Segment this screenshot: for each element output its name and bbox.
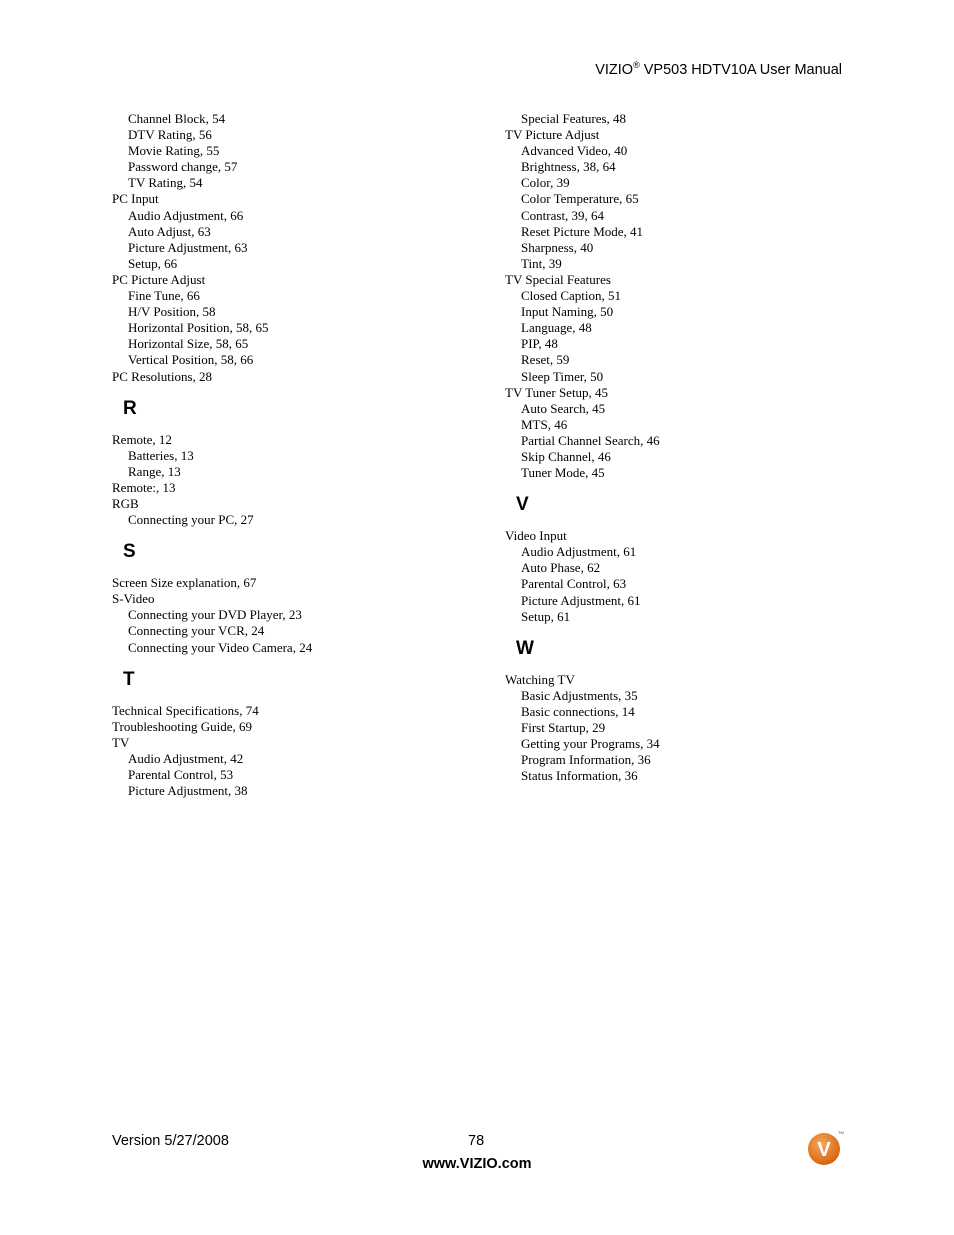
index-subentry: Range, 13 bbox=[128, 463, 181, 479]
index-subentry: Basic connections, 14 bbox=[521, 703, 635, 719]
index-subentry: Program Information, 36 bbox=[521, 752, 651, 768]
index-entry: TV bbox=[112, 734, 130, 750]
index-subentry: Setup, 61 bbox=[521, 608, 571, 624]
index-entry: RGB bbox=[112, 495, 139, 511]
index-subentry: Connecting your VCR, 24 bbox=[128, 623, 265, 639]
index-letter-heading: V bbox=[516, 494, 529, 516]
index-entry: TV Picture Adjust bbox=[505, 127, 600, 143]
index-letter-heading: S bbox=[123, 541, 136, 563]
index-subentry: Movie Rating, 55 bbox=[128, 143, 220, 159]
index-subentry: Reset, 59 bbox=[521, 352, 570, 368]
index-subentry: Closed Caption, 51 bbox=[521, 288, 622, 304]
header-title: VP503 HDTV10A User Manual bbox=[639, 61, 842, 78]
index-subentry: Input Naming, 50 bbox=[521, 304, 614, 320]
index-subentry: Password change, 57 bbox=[128, 159, 238, 175]
index-subentry: H/V Position, 58 bbox=[128, 304, 216, 320]
index-subentry: Reset Picture Mode, 41 bbox=[521, 223, 644, 239]
index-subentry: Tuner Mode, 45 bbox=[521, 465, 605, 481]
logo-tm: TM bbox=[838, 1130, 844, 1135]
index-subentry: First Startup, 29 bbox=[521, 720, 606, 735]
index-subentry: Batteries, 13 bbox=[128, 447, 194, 463]
index-subentry: Sharpness, 40 bbox=[521, 239, 594, 255]
index-subentry: Picture Adjustment, 61 bbox=[521, 592, 641, 608]
index-entry: Remote:, 13 bbox=[112, 479, 176, 495]
index-subentry: Partial Channel Search, 46 bbox=[521, 432, 660, 448]
page-header bbox=[595, 60, 842, 78]
index-entry: Remote, 12 bbox=[112, 431, 172, 447]
footer-version: Version 5/27/2008 bbox=[112, 1133, 229, 1149]
index-entry: S-Video bbox=[112, 591, 155, 607]
index-entry: Technical Specifications, 74 bbox=[112, 702, 259, 718]
index-letter-heading: W bbox=[516, 637, 534, 659]
index-letter-heading: R bbox=[123, 397, 137, 419]
index-subentry: Audio Adjustment, 61 bbox=[521, 544, 637, 560]
index-subentry: Vertical Position, 58, 66 bbox=[128, 352, 254, 368]
index-letter-heading: T bbox=[123, 668, 135, 690]
index-entry: Video Input bbox=[505, 528, 567, 544]
index-entry: PC Input bbox=[112, 191, 159, 207]
index-entry: Troubleshooting Guide, 69 bbox=[112, 718, 252, 734]
index-entry: Watching TV bbox=[505, 671, 575, 687]
index-subentry: Channel Block, 54 bbox=[128, 111, 226, 126]
index-entry: TV Special Features bbox=[505, 271, 611, 287]
registered-mark: ® bbox=[633, 60, 640, 70]
index-subentry: PIP, 48 bbox=[521, 336, 558, 352]
index-subentry: Auto Adjust, 63 bbox=[128, 223, 211, 239]
index-subentry: Brightness, 38, 64 bbox=[521, 159, 616, 175]
vizio-v-logo-icon bbox=[806, 1129, 844, 1167]
page-number: 78 bbox=[468, 1133, 485, 1149]
footer-url: www.VIZIO.com bbox=[422, 1156, 532, 1172]
index-subentry: Color, 39 bbox=[521, 175, 570, 191]
index-subentry: Parental Control, 53 bbox=[128, 767, 234, 782]
index-subentry: Picture Adjustment, 38 bbox=[128, 783, 248, 799]
index-subentry: Sleep Timer, 50 bbox=[521, 368, 604, 384]
index-subentry: TV Rating, 54 bbox=[128, 175, 203, 191]
index-subentry: Auto Search, 45 bbox=[521, 400, 606, 416]
index-subentry: Status Information, 36 bbox=[521, 768, 638, 784]
logo-mark: V bbox=[817, 1139, 831, 1161]
index-subentry: Advanced Video, 40 bbox=[521, 143, 628, 159]
index-subentry: Contrast, 39, 64 bbox=[521, 207, 605, 223]
index-subentry: Setup, 66 bbox=[128, 255, 178, 271]
index-subentry: Audio Adjustment, 66 bbox=[128, 207, 244, 223]
index-subentry: Connecting your DVD Player, 23 bbox=[128, 607, 302, 623]
index-entry: PC Picture Adjust bbox=[112, 271, 206, 287]
index-subentry: Special Features, 48 bbox=[521, 111, 627, 126]
index-subentry: Audio Adjustment, 42 bbox=[128, 750, 244, 766]
index-subentry: Horizontal Size, 58, 65 bbox=[128, 336, 249, 352]
index-column-left bbox=[112, 111, 482, 799]
index-subentry: Parental Control, 63 bbox=[521, 576, 627, 592]
index-subentry: Fine Tune, 66 bbox=[128, 288, 200, 304]
index-subentry: Getting your Programs, 34 bbox=[521, 736, 660, 752]
index-entry: Screen Size explanation, 67 bbox=[112, 575, 257, 591]
index-column-right bbox=[505, 111, 885, 784]
index-subentry: Auto Phase, 62 bbox=[521, 560, 601, 576]
index-subentry: Picture Adjustment, 63 bbox=[128, 239, 248, 255]
index-subentry: Skip Channel, 46 bbox=[521, 448, 611, 464]
index-subentry: DTV Rating, 56 bbox=[128, 127, 212, 143]
header-brand: VIZIO bbox=[595, 61, 634, 78]
index-subentry: Horizontal Position, 58, 65 bbox=[128, 320, 269, 336]
index-entry: PC Resolutions, 28 bbox=[112, 368, 213, 384]
index-entry: TV Tuner Setup, 45 bbox=[505, 384, 609, 400]
index-subentry: Tint, 39 bbox=[521, 255, 562, 271]
index-subentry: Basic Adjustments, 35 bbox=[521, 687, 638, 703]
index-subentry: Language, 48 bbox=[521, 320, 592, 336]
index-subentry: Color Temperature, 65 bbox=[521, 191, 639, 207]
index-subentry: Connecting your PC, 27 bbox=[128, 512, 254, 528]
index-subentry: MTS, 46 bbox=[521, 416, 568, 432]
index-subentry: Connecting your Video Camera, 24 bbox=[128, 639, 313, 655]
